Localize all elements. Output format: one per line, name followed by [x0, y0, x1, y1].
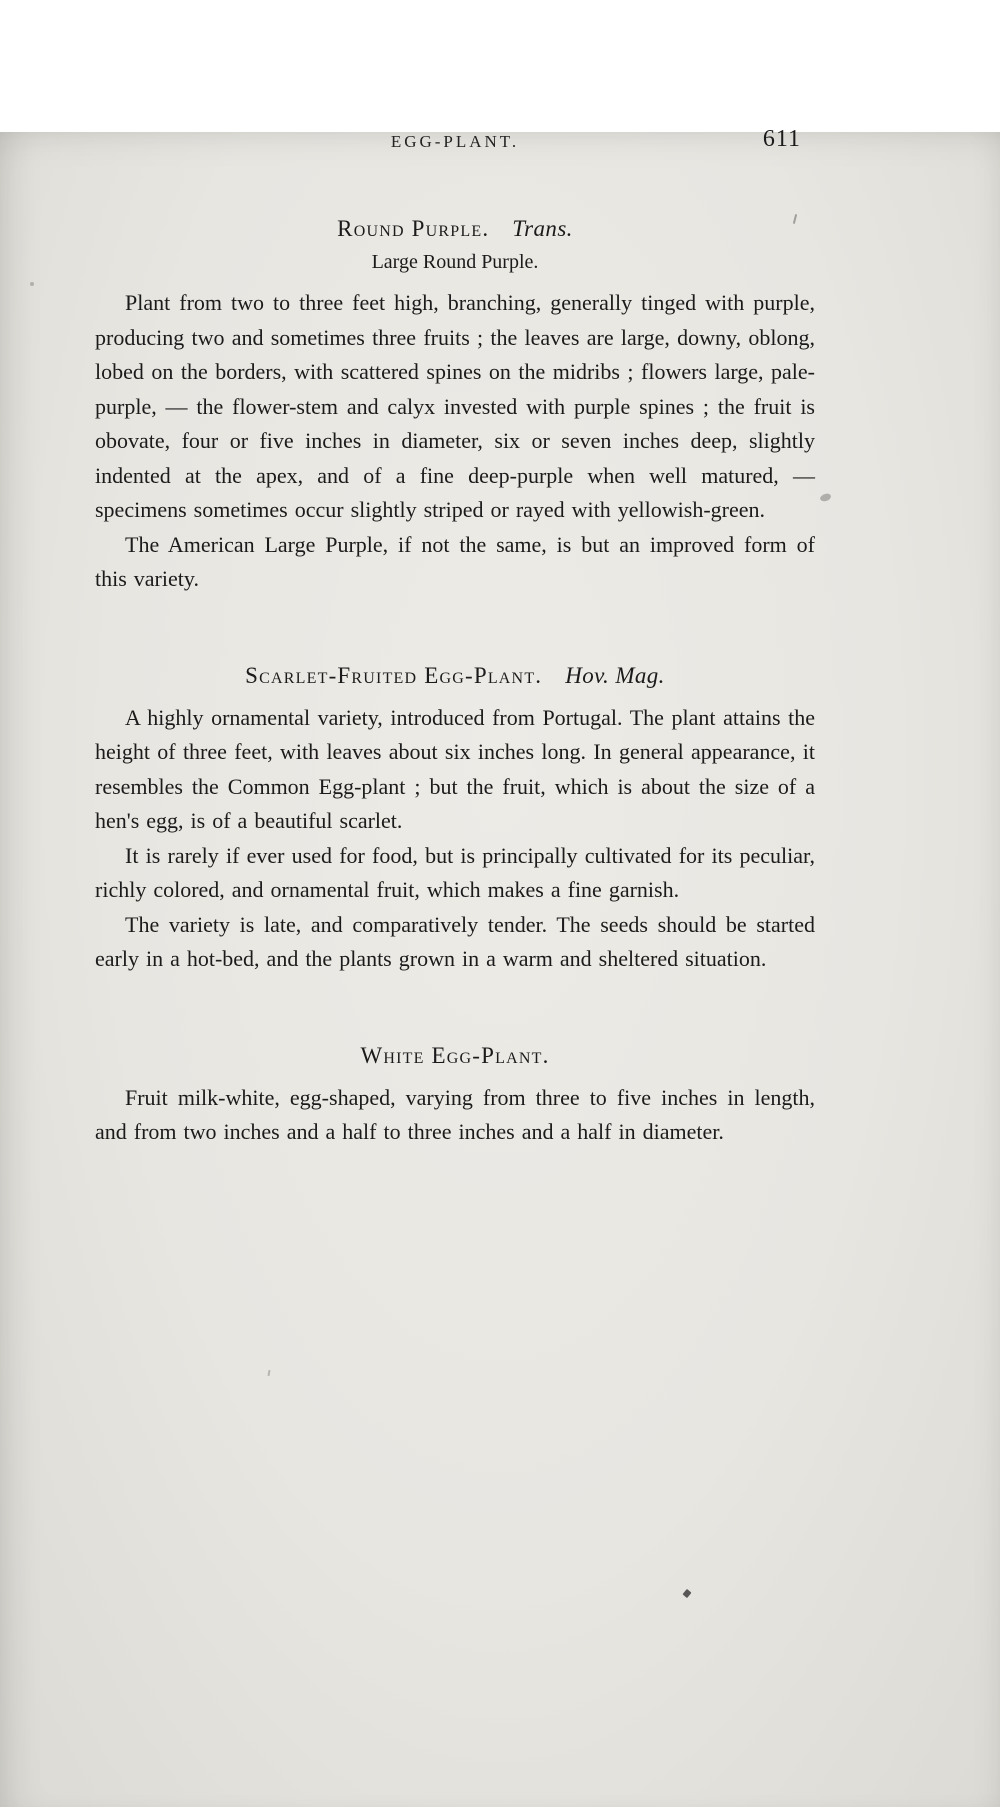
scan-artifact [30, 282, 34, 286]
running-title: EGG-PLANT. [390, 132, 520, 151]
section-white-egg-plant [95, 1043, 815, 1150]
paragraph: Plant from two to three feet high, branching, generally tinged with purple, producing two and sometimes three fruits ; the leaves are large, downy, oblong, lobed on the borders, with scattered spines on the midribs ; flowers large, pale-purple, — the flower-stem and calyx invested with purple spines ; the fruit is obovate, four or five inches in diameter, six or seven inches deep, slightly indented at the apex, and of a fine deep-purple when well matured, — specimens sometimes occur slightly striped or rayed with yellowish-green. [95, 290, 815, 522]
scan-artifact [819, 493, 831, 502]
section-heading [95, 216, 815, 242]
paragraph: Fruit milk-white, egg-shaped, varying from three to five inches in length, and from two inches and a half to three inches and a half in diameter. [95, 1084, 815, 1144]
section-title: Round Purple. [337, 216, 490, 241]
section-scarlet-fruited-egg-plant [95, 663, 815, 977]
paragraph: The American Large Purple, if not the same, is but an improved form of this variety. [95, 531, 815, 591]
section-round-purple [95, 216, 815, 597]
paragraph: It is rarely if ever used for food, but is principally cultivated for its peculiar, richly colored, and ornamental fruit, which makes a fine garnish. [95, 842, 815, 902]
section-heading [95, 663, 815, 689]
book-page [0, 126, 1000, 1807]
text-block [95, 216, 815, 1150]
section-title: White Egg-Plant. [360, 1042, 550, 1068]
section-source: Hov. Mag. [565, 662, 665, 688]
page-header [95, 126, 815, 164]
paragraph: A highly ornamental variety, introduced from Portugal. The plant attains the height of three feet, with leaves about six inches long. In general appearance, it resembles the Common Egg-plant ; but the fruit, which is about the size of a hen's egg, is of a beautiful scarlet. [95, 704, 815, 833]
section-subtitle: Large Round Purple. [371, 251, 539, 273]
paragraph: The variety is late, and comparatively tender. The seeds should be started early in a hot-bed, and the plants grown in a warm and sheltered situation. [95, 911, 815, 971]
section-source: Trans. [512, 216, 573, 241]
scan-artifact [682, 1589, 691, 1598]
section-title: Scarlet-Fruited Egg-Plant. [245, 662, 543, 688]
page-number: 611 [762, 126, 801, 152]
scan-artifact [267, 1370, 270, 1376]
section-heading [95, 1043, 815, 1069]
